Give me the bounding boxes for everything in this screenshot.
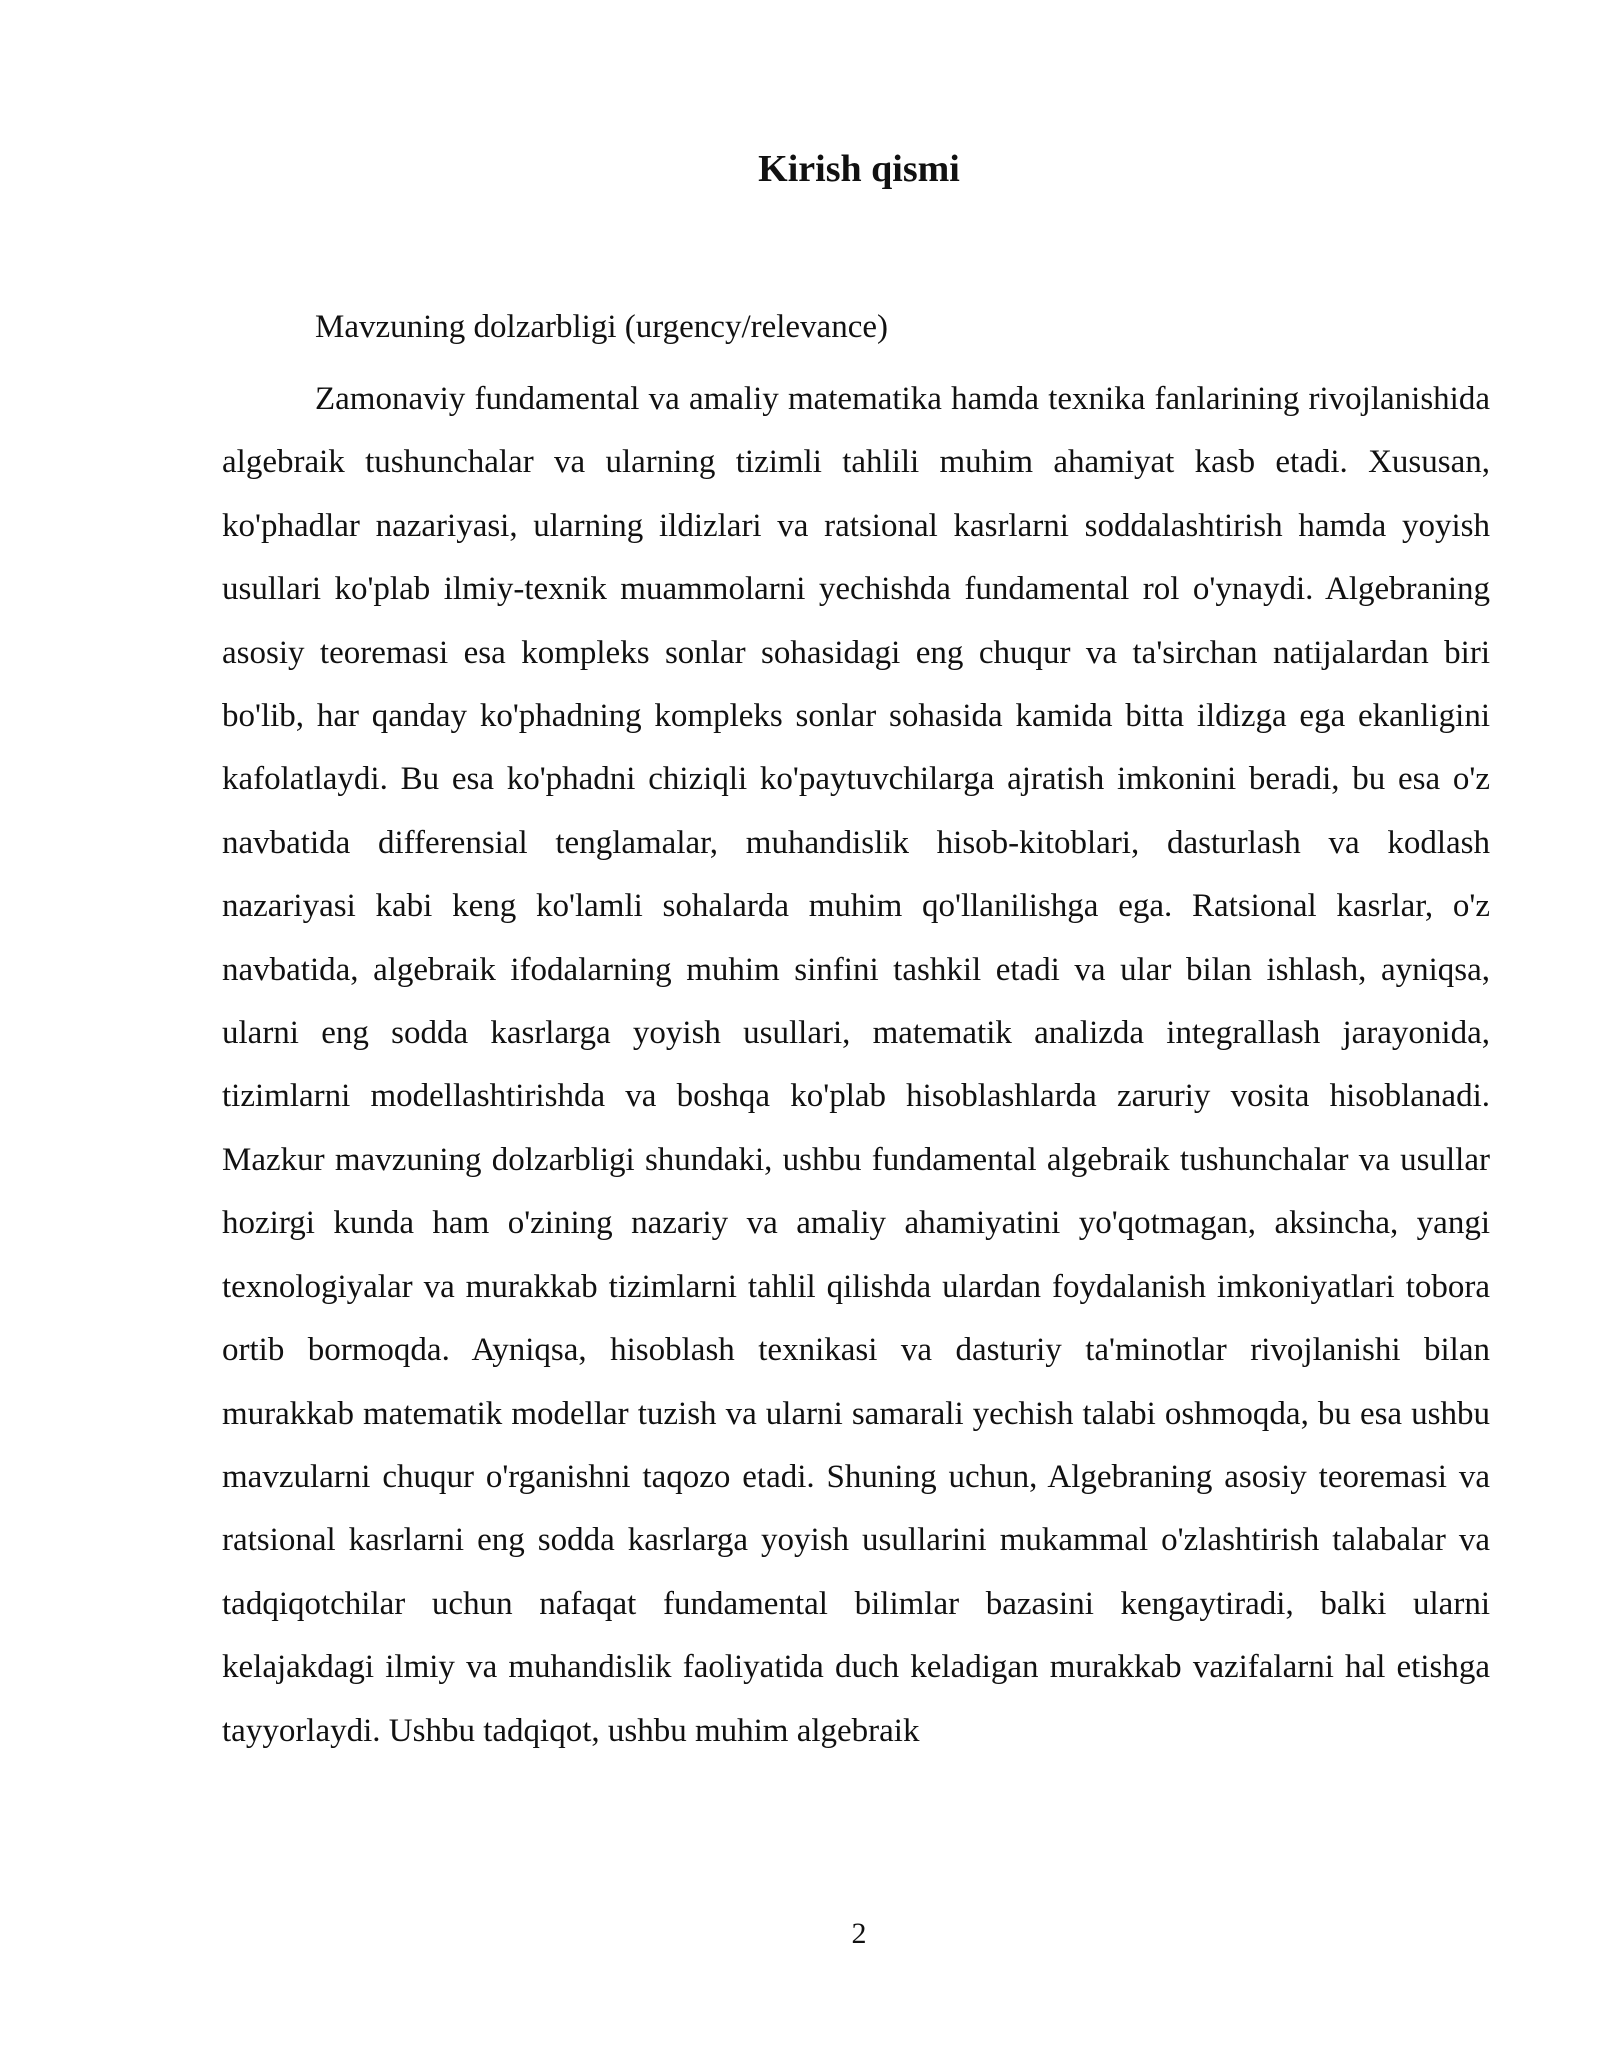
page-number: 2: [851, 1917, 867, 1950]
page-title: Kirish qismi: [758, 148, 960, 190]
section-subtitle: Mavzuning dolzarbligi (urgency/relevance): [315, 309, 888, 345]
body-paragraph: Zamonaviy fundamental va amaliy matematika hamda texnika fanlarining rivojlanishida algebraik tushunchalar va ularning tizimli tahlili muhim ahamiyat kasb etadi. Xususan, ko'phadlar nazariyasi, ularning ildizlari va ratsional kasrlarni soddalashtirish hamda yoyish usullari ko'plab ilmiy-texnik muammolarni yechishda fundamental rol o'ynaydi. Algebraning asosiy teoremasi esa kompleks sonlar sohasidagi eng chuqur va ta'sirchan natijalardan biri bo'lib, har qanday ko'phadning kompleks sonlar sohasida kamida bitta ildizga ega ekanligini kafolatlaydi. Bu esa ko'phadni chiziqli ko'paytuvchilarga ajratish imkonini beradi, bu esa o'z navbatida differensial tenglamalar, muhandislik hisob-kitoblari, dasturlash va kodlash nazariyasi kabi keng ko'lamli sohalarda muhim qo'llanilishga ega. Ratsional kasrlar, o'z navbatida, algebraik ifodalarning muhim sinfini tashkil etadi va ular bilan ishlash, ayniqsa, ularni eng sodda kasrlarga yoyish usullari, matematik analizda integrallash jarayonida, tizimlarni modellashtirishda va boshqa ko'plab hisoblashlarda zaruriy vosita hisoblanadi. Mazkur mavzuning dolzarbligi shundaki, ushbu fundamental algebraik tushunchalar va usullar hozirgi kunda ham o'zining nazariy va amaliy ahamiyatini yo'qotmagan, aksincha, yangi texnologiyalar va murakkab tizimlarni tahlil qilishda ulardan foydalanish imkoniyatlari tobora ortib bormoqda. Ayniqsa, hisoblash texnikasi va dasturiy ta'minotlar rivojlanishi bilan murakkab matematik modellar tuzish va ularni samarali yechish talabi oshmoqda, bu esa ushbu mavzularni chuqur o'rganishni taqozo etadi. Shuning uchun, Algebraning asosiy teoremasi va ratsional kasrlarni eng sodda kasrlarga yoyish usullarini mukammal o'zlashtirish talabalar va tadqiqotchilar uchun nafaqat fundamental bilimlar bazasini kengaytiradi, balki ularni kelajakdagi ilmiy va muhandislik faoliyatida duch keladigan murakkab vazifalarni hal etishga tayyorlaydi. Ushbu tadqiqot, ushbu muhim algebraik: [222, 381, 1490, 1749]
